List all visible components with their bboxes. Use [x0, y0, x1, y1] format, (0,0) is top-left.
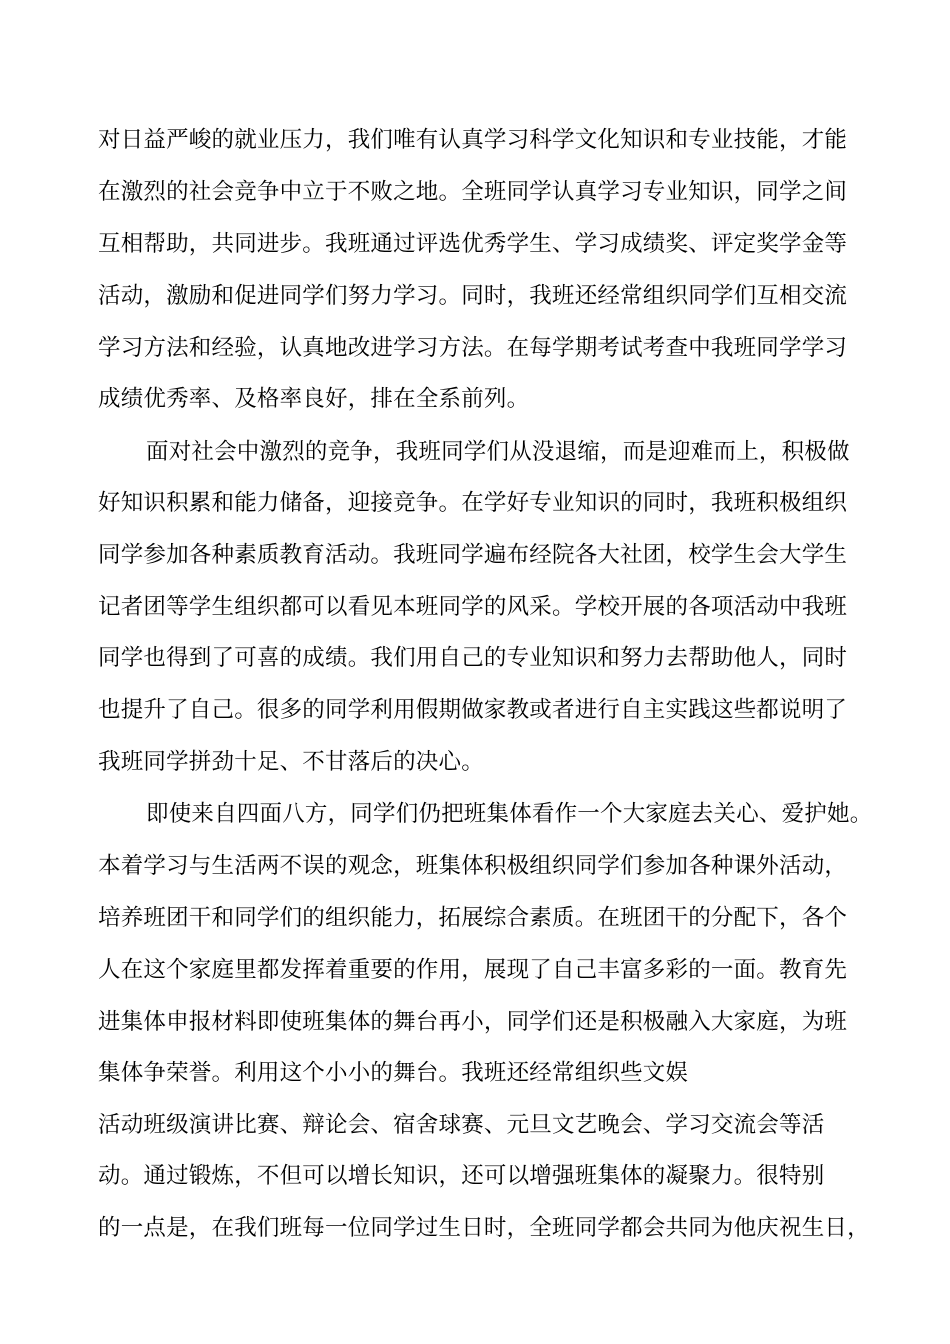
text-line: 面对社会中激烈的竞争，我班同学们从没退缩，而是迎难而上，积极做	[146, 439, 850, 465]
text-line: 我班同学拼劲十足、不甘落后的决心。	[98, 749, 484, 775]
text-line: 人在这个家庭里都发挥着重要的作用，展现了自己丰富多彩的一面。教育先	[98, 957, 848, 983]
text-line: 进集体申报材料即使班集体的舞台再小，同学们还是积极融入大家庭，为班	[98, 1009, 848, 1035]
text-line: 的一点是，在我们班每一位同学过生日时，全班同学都会共同为他庆祝生日，	[98, 1215, 870, 1241]
text-line: 动。通过锻炼，不但可以增长知识，还可以增强班集体的凝聚力。很特别	[98, 1163, 825, 1189]
text-line: 对日益严峻的就业压力，我们唯有认真学习科学文化知识和专业技能，才能	[98, 127, 848, 153]
text-line: 在激烈的社会竞争中立于不败之地。全班同学认真学习专业知识，同学之间	[98, 179, 848, 205]
text-line: 即使来自四面八方，同学们仍把班集体看作一个大家庭去关心、爱护她。	[146, 801, 873, 827]
text-line: 记者团等学生组织都可以看见本班同学的风采。学校开展的各项活动中我班	[98, 594, 848, 620]
text-line: 好知识积累和能力储备，迎接竞争。在学好专业知识的同时，我班积极组织	[98, 490, 848, 516]
text-line: 活动班级演讲比赛、辩论会、宿舍球赛、元旦文艺晚会、学习交流会等活	[98, 1112, 825, 1138]
text-line: 本着学习与生活两不误的观念，班集体积极组织同学们参加各种课外活动，	[98, 853, 848, 879]
text-line: 同学也得到了可喜的成绩。我们用自己的专业知识和努力去帮助他人，同时	[98, 645, 848, 671]
text-line: 活动，激励和促进同学们努力学习。同时，我班还经常组织同学们互相交流	[98, 283, 848, 309]
text-line: 集体争荣誉。利用这个小小的舞台。我班还经常组织些文娱	[98, 1060, 689, 1086]
text-line: 也提升了自己。很多的同学利用假期做家教或者进行自主实践这些都说明了	[98, 697, 848, 723]
text-line: 成绩优秀率、及格率良好，排在全系前列。	[98, 386, 530, 412]
text-line: 互相帮助，共同进步。我班通过评选优秀学生、学习成绩奖、评定奖学金等	[98, 231, 848, 257]
text-line: 培养班团干和同学们的组织能力，拓展综合素质。在班团干的分配下，各个	[98, 905, 848, 931]
text-line: 学习方法和经验，认真地改进学习方法。在每学期考试考查中我班同学学习	[98, 335, 848, 361]
text-line: 同学参加各种素质教育活动。我班同学遍布经院各大社团，校学生会大学生	[98, 542, 848, 568]
